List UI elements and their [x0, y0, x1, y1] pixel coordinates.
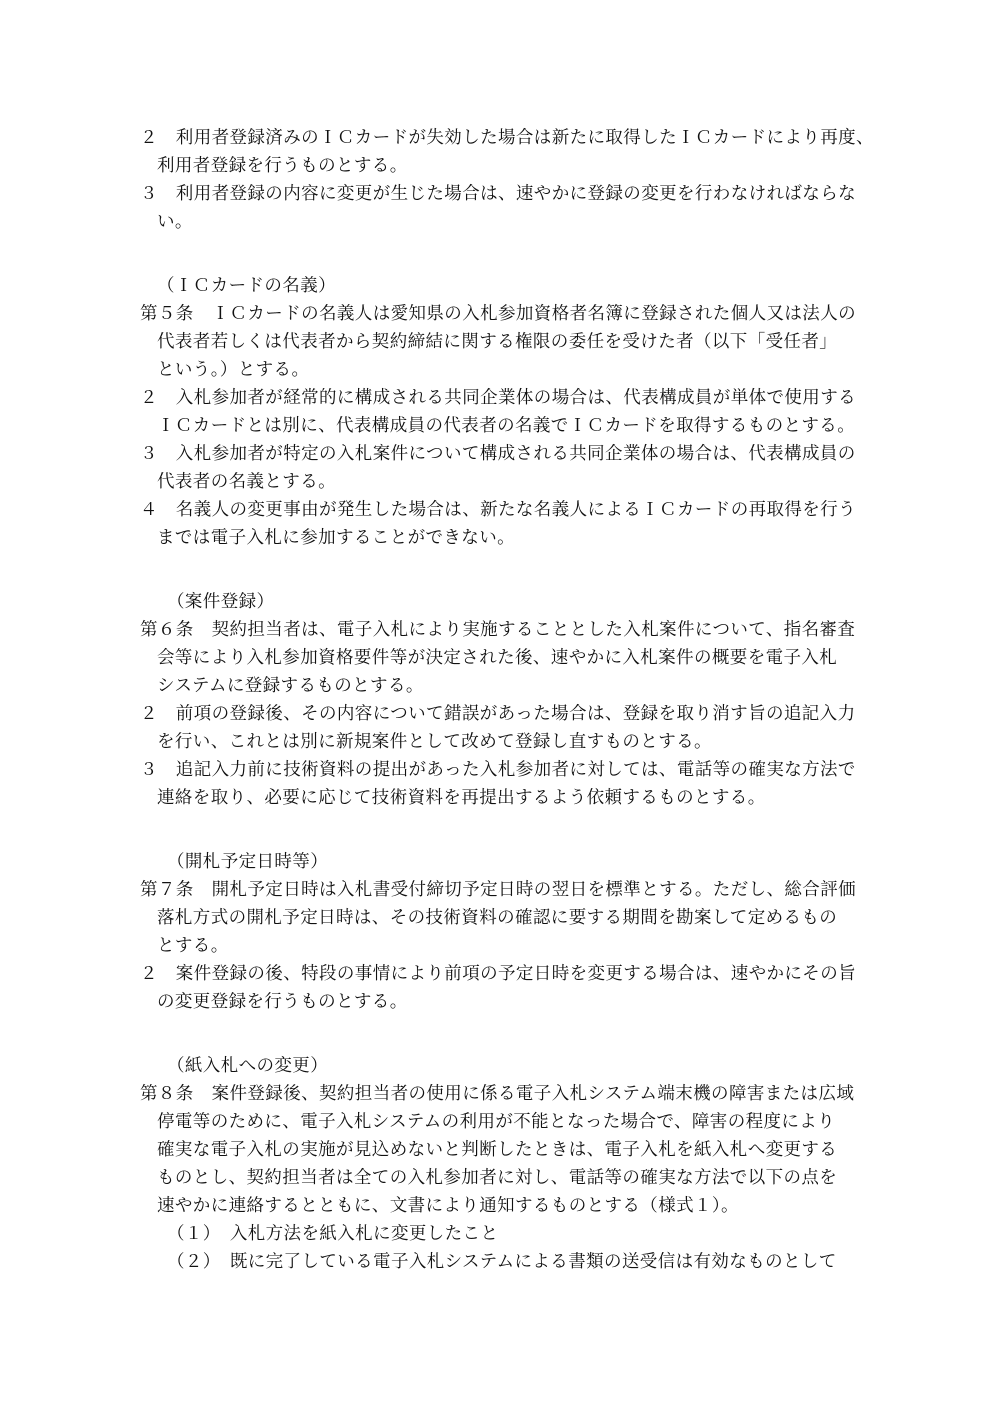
text-line: とする。 [157, 936, 229, 956]
text-line: 第５条 ＩＣカードの名義人は愛知県の入札参加資格者名簿に登録された個人又は法人の [140, 304, 856, 324]
document-body [140, 124, 900, 1276]
paragraph-spacer [140, 236, 900, 272]
text-line: ４ 名義人の変更事由が発生した場合は、新たな名義人によるＩＣカードの再取得を行う [140, 500, 856, 520]
text-line: という。）とする。 [157, 360, 310, 380]
text-line: （紙入札への変更） [167, 1056, 329, 1076]
text-line: 代表者若しくは代表者から契約締結に関する権限の委任を受けた者（以下「受任者」 [157, 332, 838, 352]
text-line: 利用者登録を行うものとする。 [157, 156, 408, 176]
text-line: ２ 前項の登録後、その内容について錯誤があった場合は、登録を取り消す旨の追記入力 [140, 704, 856, 724]
text-line: ３ 利用者登録の内容に変更が生じた場合は、速やかに登録の変更を行わなければならな [140, 184, 856, 204]
text-line: の変更登録を行うものとする。 [157, 992, 408, 1012]
text-line: ＩＣカードとは別に、代表構成員の代表者の名義でＩＣカードを取得するものとする。 [157, 416, 856, 436]
text-line: ものとし、契約担当者は全ての入札参加者に対し、電話等の確実な方法で以下の点を [157, 1168, 838, 1188]
text-line: 第８条 案件登録後、契約担当者の使用に係る電子入札システム端末機の障害または広域 [140, 1084, 855, 1104]
text-line: ２ 案件登録の後、特段の事情により前項の予定日時を変更する場合は、速やかにその旨 [140, 964, 856, 984]
text-line: ３ 追記入力前に技術資料の提出があった入札参加者に対しては、電話等の確実な方法で [140, 760, 856, 780]
text-line: 速やかに連絡するとともに、文書により通知するものとする（様式１）。 [157, 1196, 739, 1216]
text-line: ３ 入札参加者が特定の入札案件について構成される共同企業体の場合は、代表構成員の [140, 444, 856, 464]
paragraph-spacer [140, 812, 900, 848]
text-line: （開札予定日時等） [167, 852, 329, 872]
text-line: 代表者の名義とする。 [157, 472, 336, 492]
text-line: （２） 既に完了している電子入札システムによる書類の送受信は有効なものとして [167, 1252, 837, 1272]
text-line: を行い、これとは別に新規案件として改めて登録し直すものとする。 [157, 732, 712, 752]
paragraph-spacer [140, 1016, 900, 1052]
text-line: （１） 入札方法を紙入札に変更したこと [167, 1224, 499, 1244]
text-line: 落札方式の開札予定日時は、その技術資料の確認に要する期間を勘案して定めるもの [157, 908, 838, 928]
text-line: ２ 利用者登録済みのＩＣカードが失効した場合は新たに取得したＩＣカードにより再度、 [140, 128, 874, 148]
text-line: システムに登録するものとする。 [157, 676, 424, 696]
text-line: までは電子入札に参加することができない。 [157, 528, 515, 548]
text-line: 確実な電子入札の実施が見込めないと判断したときは、電子入札を紙入札へ変更する [157, 1140, 838, 1160]
text-line: い。 [157, 212, 193, 232]
text-line: ２ 入札参加者が経常的に構成される共同企業体の場合は、代表構成員が単体で使用する [140, 388, 856, 408]
text-line: 停電等のために、電子入札システムの利用が不能となった場合で、障害の程度により [157, 1112, 836, 1132]
text-line: （案件登録） [167, 592, 275, 612]
text-line: 連絡を取り、必要に応じて技術資料を再提出するよう依頼するものとする。 [157, 788, 766, 808]
text-line: 会等により入札参加資格要件等が決定された後、速やかに入札案件の概要を電子入札 [157, 648, 838, 668]
text-line: （ＩＣカードの名義） [157, 276, 336, 296]
paragraph-spacer [140, 552, 900, 588]
text-line: 第７条 開札予定日時は入札書受付締切予定日時の翌日を標準とする。ただし、総合評価 [140, 880, 856, 900]
text-line: 第６条 契約担当者は、電子入札により実施することとした入札案件について、指名審査 [140, 620, 856, 640]
